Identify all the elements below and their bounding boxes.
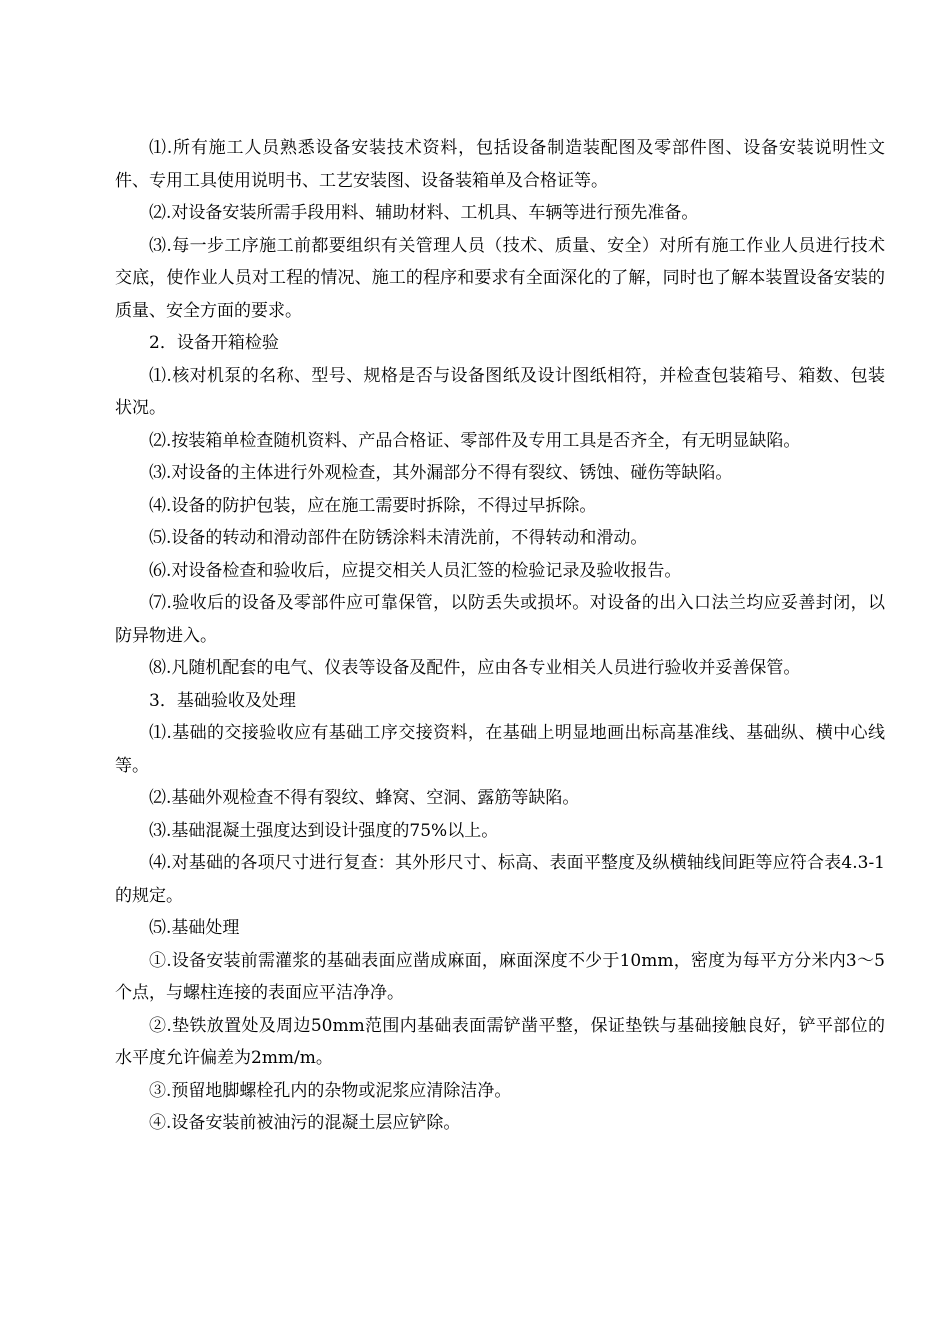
paragraph: ⑷.对基础的各项尺寸进行复查：其外形尺寸、标高、表面平整度及纵横轴线间距等应符合表4.3-1的规定。 — [115, 853, 885, 906]
paragraph: ⑹.对设备检查和验收后，应提交相关人员汇签的检验记录及验收报告。 — [149, 560, 682, 581]
paragraph: ③.预留地脚螺栓孔内的杂物或泥浆应清除洁净。 — [149, 1080, 512, 1101]
section-heading: 2．设备开箱检验 — [149, 333, 279, 353]
section-heading: 3．基础验收及处理 — [149, 690, 296, 711]
paragraph: ⑵.基础外观检查不得有裂纹、蜂窝、空洞、露筋等缺陷。 — [149, 788, 580, 808]
paragraph: ⑺.验收后的设备及零部件应可靠保管，以防丢失或损坏。对设备的出入口法兰均应妥善封闭，以防异物进入。 — [115, 593, 885, 646]
paragraph: ⑸.设备的转动和滑动部件在防锈涂料未清洗前，不得转动和滑动。 — [149, 528, 648, 548]
paragraph: ⑶.每一步工序施工前都要组织有关管理人员（技术、质量、安全）对所有施工作业人员进行技术交底，使作业人员对工程的情况、施工的程序和要求有全面深化的了解，同时也了解本装置设备安装的质量、安全方面的要求。 — [115, 235, 885, 321]
paragraph: ⑴.所有施工人员熟悉设备安装技术资料，包括设备制造装配图及零部件图、设备安装说明性文件、专用工具使用说明书、工艺安装图、设备装箱单及合格证等。 — [115, 138, 885, 191]
paragraph: ⑸.基础处理 — [149, 918, 240, 938]
paragraph: ⑵.对设备安装所需手段用料、辅助材料、工机具、车辆等进行预先准备。 — [149, 203, 699, 223]
document-body — [115, 132, 885, 1140]
paragraph: ④.设备安装前被油污的混凝土层应铲除。 — [149, 1113, 461, 1133]
paragraph: ⑶.基础混凝土强度达到设计强度的75%以上。 — [149, 820, 499, 841]
paragraph: ⑷.设备的防护包装，应在施工需要时拆除，不得过早拆除。 — [149, 495, 597, 516]
paragraph: ⑶.对设备的主体进行外观检查，其外漏部分不得有裂纹、锈蚀、碰伤等缺陷。 — [149, 463, 733, 483]
paragraph: ⑴.核对机泵的名称、型号、规格是否与设备图纸及设计图纸相符，并检查包装箱号、箱数、包装状况。 — [115, 365, 885, 418]
paragraph: ①.设备安装前需灌浆的基础表面应凿成麻面，麻面深度不少于10mm，密度为每平方分米内3～5个点，与螺柱连接的表面应平洁净净。 — [115, 950, 885, 1003]
paragraph: ⑻.凡随机配套的电气、仪表等设备及配件，应由各专业相关人员进行验收并妥善保管。 — [149, 658, 801, 678]
paragraph: ⑵.按装箱单检查随机资料、产品合格证、零部件及专用工具是否齐全，有无明显缺陷。 — [149, 430, 801, 451]
paragraph: ②.垫铁放置处及周边50mm范围内基础表面需铲凿平整，保证垫铁与基础接触良好，铲平部位的水平度允许偏差为2mm/m。 — [115, 1015, 885, 1068]
paragraph: ⑴.基础的交接验收应有基础工序交接资料，在基础上明显地画出标高基准线、基础纵、横中心线等。 — [115, 723, 885, 776]
